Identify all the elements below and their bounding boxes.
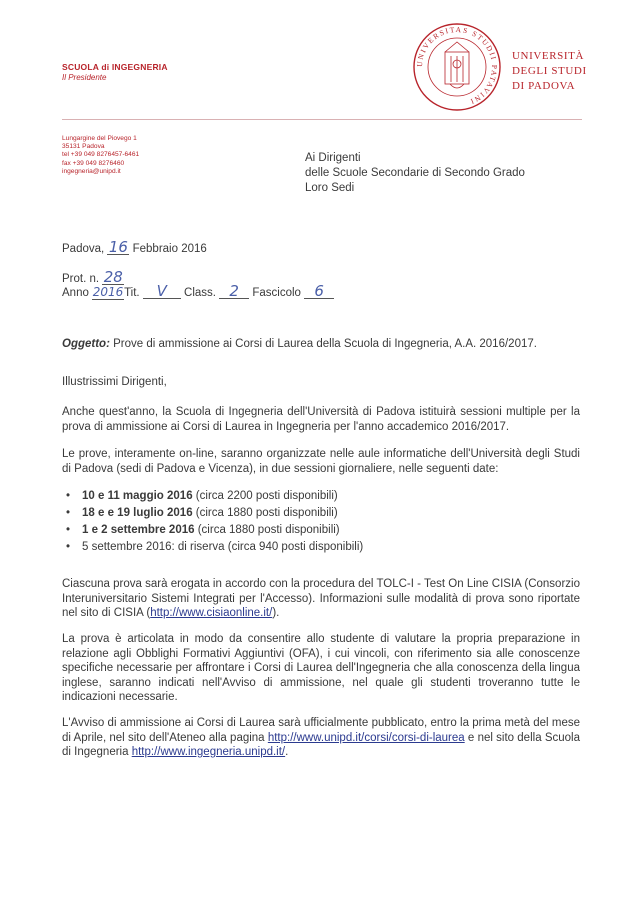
paragraph-ofa: La prova è articolata in modo da consentire allo studente di valutare la propria preparazione in relazione agli Obblighi Formativi Aggiuntivi (OFA), i cui vincoli, con riferimento sia alle conoscenze specifiche necessarie per affrontare i Corsi di Laurea dell'Ingegneria che alla conoscenza della lingua inglese, saranno indicati nell'Avviso di ammissione, nel quale gli studenti troveranno tutte le indicazioni necessarie.	[62, 633, 580, 703]
list-item	[62, 488, 582, 505]
handwritten-anno: 2016	[92, 285, 124, 299]
seal-text: UNIVERSITAS STUDII PATAVINI	[414, 24, 500, 107]
date-line	[62, 240, 207, 255]
paragraph-intro: Anche quest'anno, la Scuola di Ingegneria dell'Università di Padova istituirà sessioni multiple per la prova di ammissione ai Corsi di Laurea in Ingegneria per l'anno accademico 2016/2017.	[62, 406, 580, 433]
salutation: Illustrissimi Dirigenti,	[62, 376, 167, 388]
university-line-3: DI PADOVA	[512, 80, 576, 92]
session-note: (circa 2200 posti disponibili)	[192, 490, 338, 502]
ingegneria-link[interactable]: http://www.ingegneria.unipd.it/	[131, 746, 286, 758]
avviso-end: .	[285, 746, 289, 758]
protocol-number-line	[62, 270, 124, 285]
place-label: Padova,	[62, 243, 105, 255]
prot-label: Prot. n.	[62, 273, 100, 285]
class-label: Class.	[184, 287, 216, 299]
subject-label: Oggetto:	[62, 338, 110, 350]
tit-label: Tit.	[124, 287, 140, 299]
classification-line	[62, 284, 334, 300]
handwritten-fascicolo: 6	[304, 284, 334, 299]
cisia-link[interactable]: http://www.cisiaonline.it/	[150, 607, 273, 619]
school-role: Il Presidente	[62, 73, 107, 82]
handwritten-tit: V	[143, 284, 181, 299]
session-date: 10 e 11 maggio 2016	[82, 490, 193, 502]
unipd-courses-link[interactable]: http://www.unipd.it/corsi/corsi-di-laurea	[267, 731, 465, 744]
list-item	[62, 539, 582, 556]
avviso-mid: e nel sito della Scuola di Ingegneria	[62, 731, 580, 758]
university-seal-logo	[412, 22, 502, 112]
university-name	[512, 49, 587, 94]
session-note: (circa 1880 posti disponibili)	[192, 507, 338, 519]
address-street: Lungargine del Piovego 1	[62, 135, 137, 142]
address-city: 35131 Padova	[62, 143, 105, 151]
handwritten-class: 2	[219, 284, 249, 299]
handwritten-day: 16	[108, 238, 128, 256]
school-name: SCUOLA di INGEGNERIA	[62, 62, 168, 72]
paragraph-sessions: Le prove, interamente on-line, saranno organizzate nelle aule informatiche dell'Università degli Studi di Padova (sedi di Padova e Vicenza), in due sessioni giornaliere, nelle seguenti date:	[62, 448, 580, 475]
anno-label: Anno	[62, 287, 89, 299]
address-email: ingegneria@unipd.it	[62, 167, 121, 175]
recipient-line-2: delle Scuole Secondarie di Secondo Grado	[305, 167, 525, 179]
list-item	[62, 505, 582, 522]
recipient-line-3: Loro Sedi	[305, 182, 355, 194]
paragraph-avviso	[62, 716, 580, 760]
fascicolo-label: Fascicolo	[252, 287, 301, 299]
month-year: Febbraio 2016	[132, 243, 207, 255]
session-date: 18 e e 19 luglio 2016	[82, 507, 193, 519]
address-fax: fax +39 049 8276460	[62, 159, 125, 167]
session-note: 5 settembre 2016: di riserva (circa 940 posti disponibili)	[82, 541, 364, 553]
recipient-block	[305, 151, 525, 196]
address-tel: tel +39 049 8276457-6461	[62, 151, 140, 159]
handwritten-prot-number: 28	[103, 268, 123, 286]
paragraph-tolc	[62, 577, 580, 621]
school-address	[62, 135, 139, 176]
session-note: (circa 1880 posti disponibili)	[194, 524, 340, 536]
tolc-text: Ciascuna prova sarà erogata in accordo con la procedura del TOLC-I - Test On Line CISIA (Consorzio Interuniversitario Sistemi Integrati per l'Accesso). Informazioni sulle modalità di prova sono riportate nel sito di CISIA (	[62, 578, 580, 619]
dates-list	[62, 488, 582, 556]
subject-line	[62, 338, 582, 350]
subject-text: Prove di ammissione ai Corsi di Laurea della Scuola di Ingegneria, A.A. 2016/2017.	[113, 338, 537, 350]
session-date: 1 e 2 settembre 2016	[82, 524, 195, 536]
recipient-line-1: Ai Dirigenti	[305, 152, 361, 164]
list-item	[62, 522, 582, 539]
avviso-text: L'Avviso di ammissione ai Corsi di Laurea sarà ufficialmente pubblicato, entro la prima metà del mese di Aprile, nel sito dell'Ateneo alla pagina	[62, 717, 580, 744]
university-line-2: DEGLI STUDI	[512, 65, 587, 77]
university-line-1: UNIVERSITÀ	[512, 50, 584, 62]
tolc-end: ).	[272, 607, 280, 619]
header-divider	[62, 119, 582, 120]
